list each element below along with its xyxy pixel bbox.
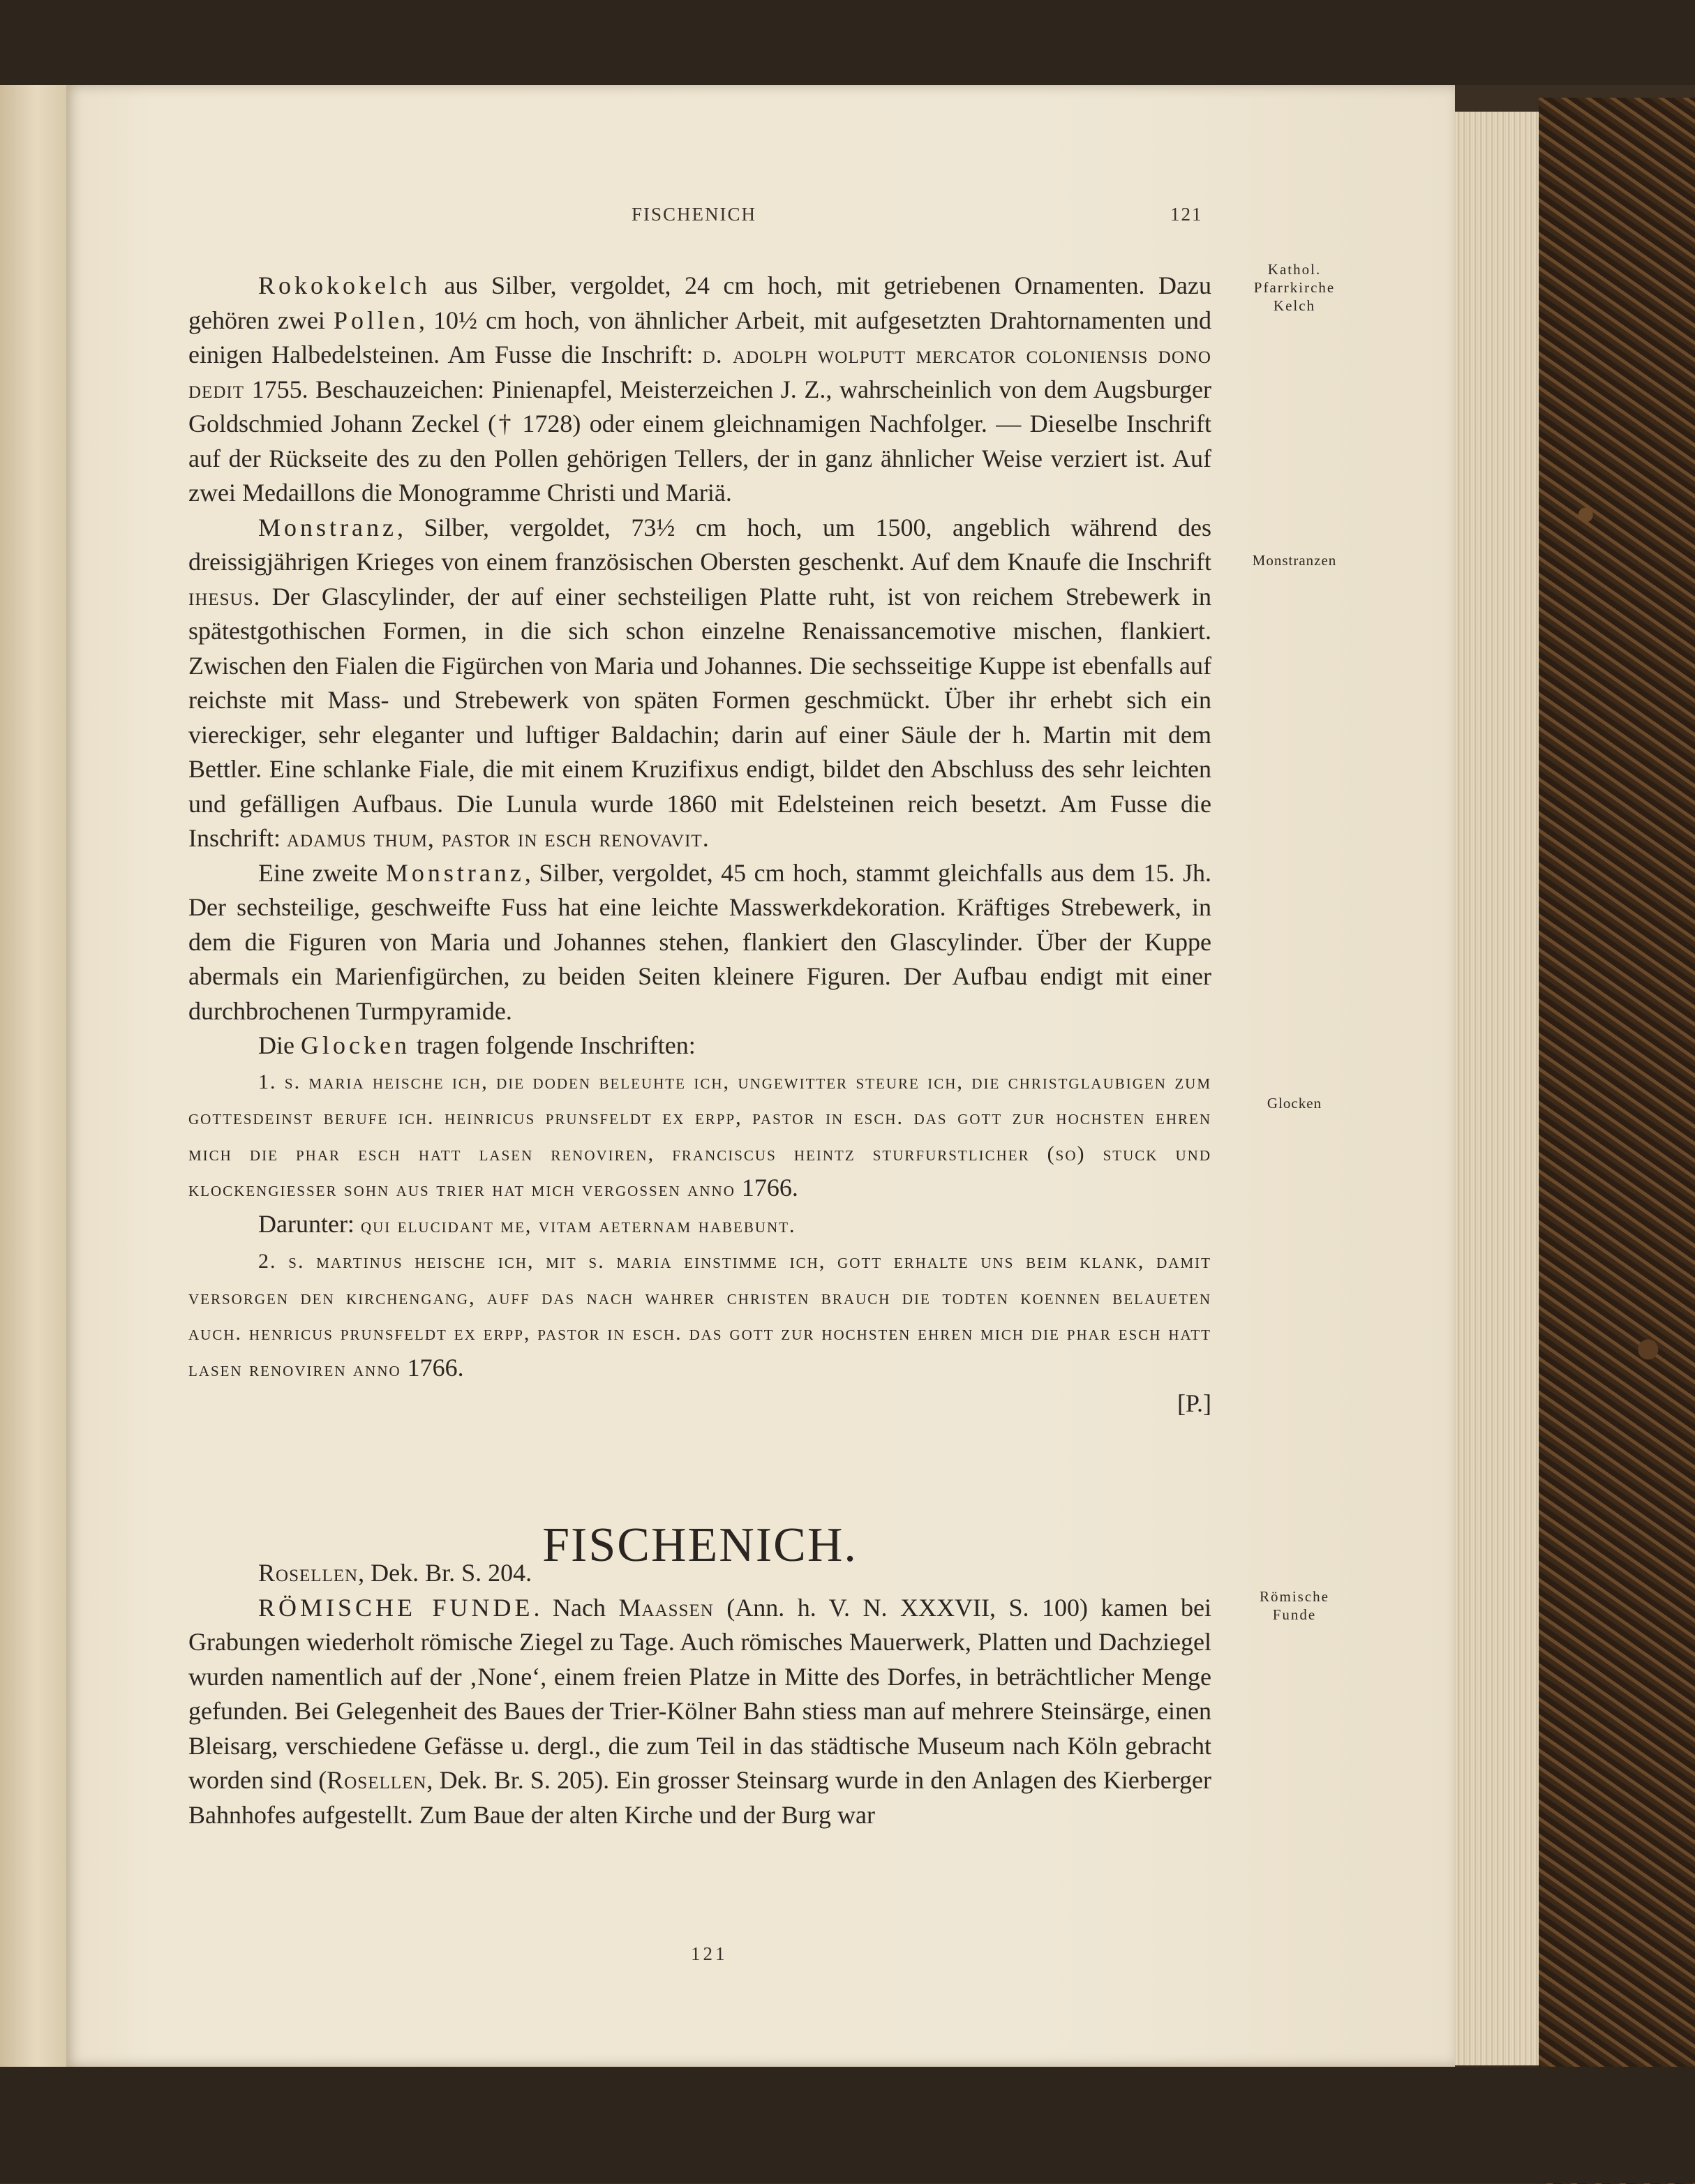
margin-note-line: Funde: [1272, 1606, 1317, 1623]
margin-note-kelch: [1228, 260, 1361, 315]
year: 1766.: [401, 1353, 464, 1382]
text-run: tragen folgende Inschriften:: [410, 1031, 696, 1059]
main-text-upper: [188, 269, 1211, 1421]
text-run: Darunter:: [258, 1209, 361, 1238]
paragraph-roemische-funde: [188, 1591, 1211, 1833]
paragraph-kelch: [188, 269, 1211, 511]
text-run: (Ann. h. V. N. XXXVII, S. 100) kamen bei Grabungen wiederholt römische Ziegel zu Tage. Auch römisches Mauerwerk, Platten und Dachziegel wurden namentlich auf der ‚None‘, einem freien Platze in Mitte des Dorfes, in beträchtlicher Menge gefunden. Bei Gelegenheit des Baues der Trier-Kölner Bahn stiess man auf mehrere Steinsärge, einen Bleisarg, verschiedene Gefässe u. dergl., die zum Teil in das städtische Museum nach Köln gebracht worden sind (: [188, 1593, 1211, 1794]
margin-note-line: Kelch: [1273, 297, 1316, 314]
keyword-monstranz: Monstranz: [258, 513, 397, 541]
inscription: 1. s. maria heische ich, die doden beleuhte ich, ungewitter steure ich, die christglaubigen zum gottesdeinst berufe ich. heinricus prunsfeldt ex erpp, pastor in esch. das gott zur hochsten ehren mich die phar esch hatt lasen renoviren, franciscus heintz sturfurstlicher (so) stuck und klockengiesser sohn aus trier hat mich vergossen anno: [188, 1070, 1211, 1201]
paragraph-literature: [188, 1556, 1211, 1591]
margin-note-line: Kathol.: [1267, 261, 1322, 278]
author-name: Rosellen: [258, 1559, 359, 1587]
keyword-pollen: Pollen: [333, 306, 419, 334]
book-binding: [1539, 98, 1695, 2184]
text-run: , Silber, vergoldet, 45 cm hoch, stammt gleichfalls aus dem 15. Jh. Der sechsteilige, geschweifte Fuss hat eine leichte Masswerkdekoration. Kräftiges Strebewerk, in dem die Figuren von Maria und Johannes stehen, flankiert den Glascylinder. Über der Kuppe abermals ein Marienfigürchen, zu beiden Seiten kleinere Figuren. Der Aufbau endigt mit einer durchbrochenen Turmpyramide.: [188, 858, 1211, 1025]
inscription: qui elucidant me, vitam aeternam habebunt.: [360, 1213, 796, 1237]
margin-note-roemische-funde: [1228, 1587, 1361, 1624]
main-text-lower: [188, 1556, 1211, 1832]
scan-background-bottom: [0, 2067, 1695, 2183]
text-run: . Der Glascylinder, der auf einer sechsteiligen Platte ruht, ist von reichem Strebewerk in spätestgothischen Formen, in die sich schon einzelne Renaissancemotive mischen, flankiert. Zwischen den Fialen die Figürchen von Maria und Johannes. Die sechsseitige Kuppe ist ebenfalls auf reichste mit Mass- und Strebewerk von späten Formen geschmückt. Über ihr erhebt sich ein viereckiger, sehr eleganter und luftiger Baldachin; darin auf einer Säule der h. Martin mit dem Bettler. Eine schlanke Fiale, die mit einem Kruzifixus endigt, bildet den Abschluss des sehr leichten und gefälligen Aufbaus. Die Lunula wurde 1860 mit Edelsteinen reich besetzt. Am Fusse die Inschrift:: [188, 582, 1211, 852]
text-run: Eine zweite: [258, 858, 386, 887]
paragraph-glocken: [188, 1029, 1211, 1063]
margin-note-glocken: Glocken: [1267, 1095, 1322, 1112]
page-stack-edge: [1455, 112, 1541, 2065]
text-run: Die: [258, 1031, 301, 1059]
keyword-monstranz: Monstranz: [385, 858, 525, 887]
inscription: d. adolph wolputt mercator coloniensis dono dedit: [188, 341, 1211, 403]
margin-note-line: Pfarrkirche: [1253, 279, 1336, 296]
inscription: 2. s. martinus heische ich, mit s. maria einstimme ich, gott erhalte uns beim klank, damit versorgen den kirchengang, auff das nach wahrer christen brauch die todten koennen belaueten auch. henricus prunsfeldt ex erpp, pastor in esch. das gott zur hochsten ehren mich die phar esch hatt lasen renovіren anno: [188, 1250, 1211, 1381]
text-run: , 10½ cm hoch, von ähnlicher Arbeit, mit aufgesetzten Drahtornamenten und einigen Halbedelsteinen. Am Fusse die Inschrift:: [188, 306, 1212, 368]
text-run: , Dek. Br. S. 205). Ein grosser Steinsarg wurde in den Anlagen des Kierberger Bahnhofes aufgestellt. Zum Baue der alten Kirche und der Burg war: [188, 1766, 1211, 1829]
margin-note-monstranzen: Monstranzen: [1252, 552, 1337, 569]
folio-number: 121: [691, 1943, 728, 1964]
running-head-page-number: 121: [1170, 204, 1203, 225]
scan-background-top: [0, 0, 1695, 85]
keyword-roemische-funde: RÖMISCHE FUNDE: [258, 1593, 534, 1622]
paragraph-monstranz-2: [188, 856, 1211, 1029]
inscription: adamus thum, pastor in esch renovavit.: [286, 824, 710, 852]
margin-note-line: Römische: [1260, 1588, 1329, 1605]
section-heading: FISCHENICH.: [542, 1518, 858, 1572]
inscription: ihesus: [188, 582, 254, 611]
keyword-glocken: Glocken: [300, 1031, 410, 1059]
text-run: , Dek. Br. S. 204.: [358, 1559, 532, 1587]
author-reference: [P.]: [1177, 1389, 1211, 1417]
keyword-rokokokelch: Rokokokelch: [258, 271, 431, 299]
bell-inscription-2: [188, 1243, 1211, 1421]
running-head-title: FISCHENICH: [632, 204, 757, 225]
left-page-edge: [0, 85, 66, 2067]
bell-inscription-1: [188, 1063, 1211, 1207]
paragraph-darunter: [188, 1207, 1211, 1243]
author-name: Maassen: [618, 1593, 714, 1622]
text-run: 1755. Beschauzeichen: Pinienapfel, Meisterzeichen J. Z., wahrscheinlich von dem Augsburger Goldschmied Johann Zeckel († 1728) oder einem gleichnamigen Nachfolger. — Dieselbe Inschrift auf der Rückseite des zu den Pollen gehörigen Tellers, der in ganz ähnlicher Weise verziert ist. Auf zwei Medaillons die Monogramme Christi und Mariä.: [188, 375, 1211, 507]
text-run: , Silber, vergoldet, 73½ cm hoch, um 1500, angeblich während des dreissigjährigen Krieges von einem französischen Obersten geschenkt. Auf dem Knaufe die Inschrift: [188, 513, 1211, 576]
year: 1766.: [735, 1174, 798, 1202]
text-run: aus Silber, vergoldet, 24 cm hoch, mit getriebenen Ornamenten. Dazu gehören zwei: [188, 271, 1211, 334]
text-run: . Nach: [533, 1593, 619, 1622]
paragraph-monstranz: [188, 511, 1211, 856]
author-name: Rosellen: [327, 1766, 427, 1794]
